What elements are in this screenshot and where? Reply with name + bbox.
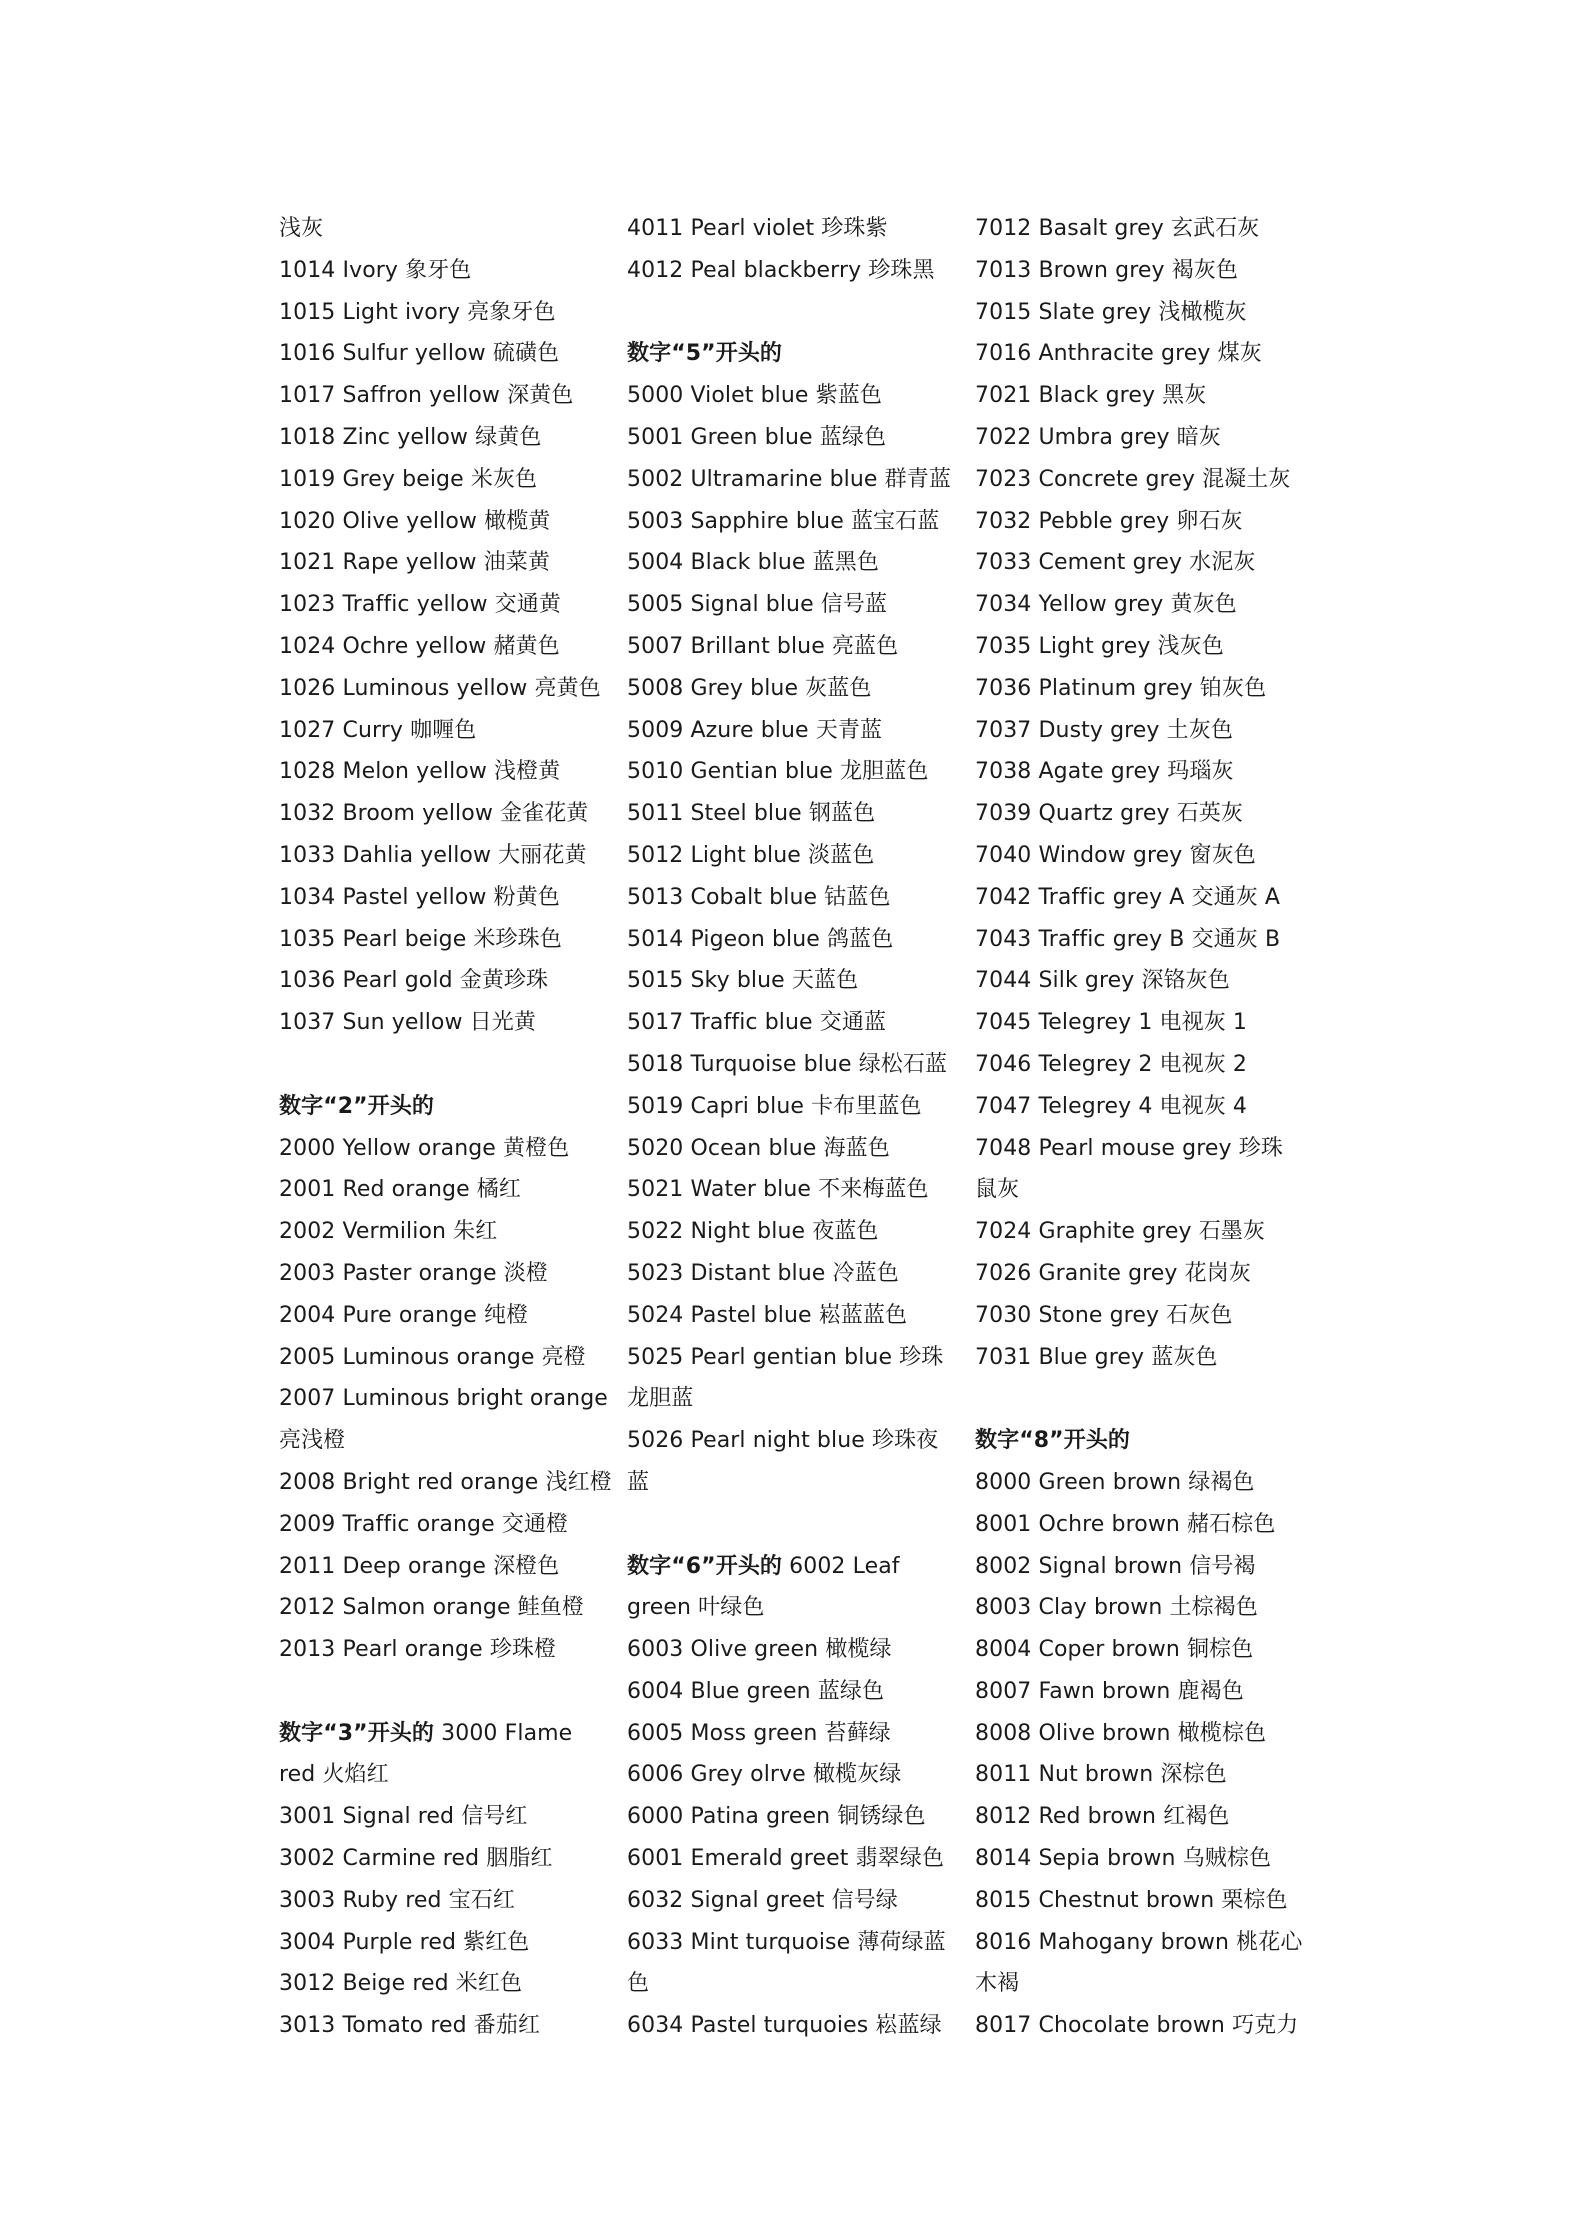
color-entry-line: 3004 Purple red 紫红色 xyxy=(279,1929,530,1955)
color-entry-line: 1024 Ochre yellow 赭黄色 xyxy=(279,633,560,659)
column-3 xyxy=(975,208,1320,2047)
color-entry-line: 7012 Basalt grey 玄武石灰 xyxy=(975,216,1260,241)
color-entry-line: 5012 Light blue 淡蓝色 xyxy=(627,842,875,868)
color-entry-line: 5002 Ultramarine blue 群青蓝 xyxy=(627,466,951,492)
color-entry-line: 5004 Black blue 蓝黑色 xyxy=(627,550,879,576)
color-entry-line: 2002 Vermilion 朱红 xyxy=(279,1219,498,1245)
section-heading-label: 数字“3”开头的 xyxy=(279,1720,435,1746)
color-entry-line: 5000 Violet blue 紫蓝色 xyxy=(627,383,882,409)
color-entry-line: 鼠灰 xyxy=(975,1177,1020,1203)
color-entry-line: 7037 Dusty grey 土灰色 xyxy=(975,717,1233,743)
color-entry-line: 7033 Cement grey 水泥灰 xyxy=(975,550,1256,576)
color-entry-line: 5023 Distant blue 冷蓝色 xyxy=(627,1260,899,1286)
color-entry-line: 8002 Signal brown 信号褐 xyxy=(975,1553,1256,1579)
color-entry-line: 5024 Pastel blue 崧蓝蓝色 xyxy=(627,1302,908,1328)
column-1 xyxy=(279,208,619,2047)
color-entry-line: 7013 Brown grey 褐灰色 xyxy=(975,257,1238,283)
color-entry-line: 蓝 xyxy=(627,1469,650,1495)
color-entry-line: 2009 Traffic orange 交通橙 xyxy=(279,1511,569,1537)
color-entry-line: 3002 Carmine red 胭脂红 xyxy=(279,1846,553,1872)
color-entry-line: 6000 Patina green 铜锈绿色 xyxy=(627,1804,926,1830)
section-heading xyxy=(627,333,967,375)
color-entry-line: 7023 Concrete grey 混凝土灰 xyxy=(975,466,1291,492)
color-entry-line: 5007 Brillant blue 亮蓝色 xyxy=(627,633,899,659)
color-entry-line: 5017 Traffic blue 交通蓝 xyxy=(627,1010,887,1036)
color-entry-line: 4011 Pearl violet 珍珠紫 xyxy=(627,216,888,241)
color-entry-line: 7035 Light grey 浅灰色 xyxy=(975,633,1224,659)
column-2 xyxy=(627,208,967,2047)
color-entry-line: 7040 Window grey 窗灰色 xyxy=(975,842,1256,868)
color-entry-line: 8014 Sepia brown 乌贼棕色 xyxy=(975,1846,1272,1872)
color-entry-line: 7030 Stone grey 石灰色 xyxy=(975,1302,1233,1328)
section-heading-label: 数字“2”开头的 xyxy=(279,1093,435,1119)
color-entry-line: 7036 Platinum grey 铂灰色 xyxy=(975,675,1267,701)
section-heading-continuation: 3000 Flame xyxy=(434,1720,573,1746)
color-entry-line: 1014 Ivory 象牙色 xyxy=(279,257,472,283)
color-entry-line: 1019 Grey beige 米灰色 xyxy=(279,466,538,492)
color-entry-line: 7038 Agate grey 玛瑙灰 xyxy=(975,759,1234,785)
color-entry-line: 5010 Gentian blue 龙胆蓝色 xyxy=(627,759,929,785)
color-entry-line: 2011 Deep orange 深橙色 xyxy=(279,1553,560,1579)
color-entry-line: 5013 Cobalt blue 钴蓝色 xyxy=(627,884,891,910)
color-entry-line: 7021 Black grey 黑灰 xyxy=(975,383,1207,409)
color-entry-line: 5009 Azure blue 天青蓝 xyxy=(627,717,883,743)
color-entry-line: 亮浅橙 xyxy=(279,1428,346,1454)
color-entry-line: 6006 Grey olrve 橄榄灰绿 xyxy=(627,1762,902,1788)
section-heading-label: 数字“5”开头的 xyxy=(627,341,783,367)
color-entry-line: 8000 Green brown 绿褐色 xyxy=(975,1469,1255,1495)
color-entry-line: 2013 Pearl orange 珍珠橙 xyxy=(279,1637,557,1663)
color-entry-line: 5001 Green blue 蓝绿色 xyxy=(627,424,887,450)
color-entry-line: 木褐 xyxy=(975,1971,1020,1997)
color-entry-line: 5011 Steel blue 钢蓝色 xyxy=(627,801,876,827)
blank-line xyxy=(627,292,967,334)
color-entry-line: 3013 Tomato red 番茄红 xyxy=(279,2013,541,2039)
color-entry-line: 1027 Curry 咖喱色 xyxy=(279,717,477,743)
color-entry-line: 5003 Sapphire blue 蓝宝石蓝 xyxy=(627,508,940,534)
color-entry-line: 1032 Broom yellow 金雀花黄 xyxy=(279,801,589,827)
color-entry-line: 8015 Chestnut brown 栗棕色 xyxy=(975,1887,1288,1913)
color-entry-line: 3012 Beige red 米红色 xyxy=(279,1971,523,1997)
color-entry-line: 6032 Signal greet 信号绿 xyxy=(627,1887,898,1913)
color-entry-line: 6001 Emerald greet 翡翠绿色 xyxy=(627,1846,944,1872)
color-entry-line: 8011 Nut brown 深棕色 xyxy=(975,1762,1227,1788)
color-entry-line: 1021 Rape yellow 油菜黄 xyxy=(279,550,550,576)
color-entry-line: 1020 Olive yellow 橄榄黄 xyxy=(279,508,551,534)
color-entry-line: 7034 Yellow grey 黄灰色 xyxy=(975,592,1237,618)
color-entry-line: 7022 Umbra grey 暗灰 xyxy=(975,424,1221,450)
color-entry-line: 7046 Telegrey 2 电视灰 2 xyxy=(975,1051,1248,1077)
section-heading-continuation: 6002 Leaf xyxy=(782,1553,900,1579)
section-heading-label: 数字“8”开头的 xyxy=(975,1428,1131,1454)
color-entry-line: 2000 Yellow orange 黄橙色 xyxy=(279,1135,570,1161)
color-entry-line: 1018 Zinc yellow 绿黄色 xyxy=(279,424,542,450)
section-heading xyxy=(975,1420,1320,1462)
color-entry-line: 5019 Capri blue 卡布里蓝色 xyxy=(627,1093,922,1119)
color-entry-line: 5021 Water blue 不来梅蓝色 xyxy=(627,1177,929,1203)
color-entry-line: 8003 Clay brown 土棕褐色 xyxy=(975,1595,1258,1621)
color-entry-line: 色 xyxy=(627,1971,650,1997)
color-entry-line: 2007 Luminous bright orange xyxy=(279,1386,608,1412)
color-entry-line: 8016 Mahogany brown 桃花心 xyxy=(975,1929,1303,1955)
color-entry-line: 2005 Luminous orange 亮橙 xyxy=(279,1344,586,1370)
color-entry-line: 2008 Bright red orange 浅红橙 xyxy=(279,1469,612,1495)
color-entry-line: 5022 Night blue 夜蓝色 xyxy=(627,1219,879,1245)
color-entry-line: 7047 Telegrey 4 电视灰 4 xyxy=(975,1093,1248,1119)
section-heading xyxy=(279,1086,619,1128)
section-heading xyxy=(627,1546,967,1588)
color-entry-line: 5015 Sky blue 天蓝色 xyxy=(627,968,859,994)
color-entry-line: 2001 Red orange 橘红 xyxy=(279,1177,521,1203)
color-entry-line: 6004 Blue green 蓝绿色 xyxy=(627,1678,885,1704)
color-entry-line: 8007 Fawn brown 鹿褐色 xyxy=(975,1678,1244,1704)
color-entry-line: 1037 Sun yellow 日光黄 xyxy=(279,1010,536,1036)
color-entry-line: 1015 Light ivory 亮象牙色 xyxy=(279,299,556,325)
color-entry-line: 1017 Saffron yellow 深黄色 xyxy=(279,383,574,409)
color-entry-line: 1023 Traffic yellow 交通黄 xyxy=(279,592,561,618)
color-entry-line: 7016 Anthracite grey 煤灰 xyxy=(975,341,1262,367)
color-entry-line: 8008 Olive brown 橄榄棕色 xyxy=(975,1720,1267,1746)
color-entry-line: 5018 Turquoise blue 绿松石蓝 xyxy=(627,1051,948,1077)
blank-line xyxy=(279,1044,619,1086)
color-entry-line: 浅灰 xyxy=(279,216,324,241)
color-entry-line: 5020 Ocean blue 海蓝色 xyxy=(627,1135,890,1161)
color-entry-line: 7043 Traffic grey B 交通灰 B xyxy=(975,926,1281,952)
color-entry-line: 2004 Pure orange 纯橙 xyxy=(279,1302,529,1328)
color-entry-line: 1036 Pearl gold 金黄珍珠 xyxy=(279,968,549,994)
color-entry-line: 7015 Slate grey 浅橄榄灰 xyxy=(975,299,1247,325)
section-heading xyxy=(279,1713,619,1755)
color-entry-line: 2012 Salmon orange 鲑鱼橙 xyxy=(279,1595,584,1621)
color-entry-line: 5014 Pigeon blue 鸽蓝色 xyxy=(627,926,894,952)
color-entry-line: 6005 Moss green 苔藓绿 xyxy=(627,1720,891,1746)
color-entry-line: 3003 Ruby red 宝石红 xyxy=(279,1887,515,1913)
color-entry-line: 5026 Pearl night blue 珍珠夜 xyxy=(627,1428,939,1454)
color-entry-line: 5025 Pearl gentian blue 珍珠 xyxy=(627,1344,944,1370)
color-entry-line: 8017 Chocolate brown 巧克力 xyxy=(975,2013,1299,2039)
color-entry-line: 1016 Sulfur yellow 硫磺色 xyxy=(279,341,560,367)
blank-line xyxy=(975,1378,1320,1420)
color-entry-line: 5005 Signal blue 信号蓝 xyxy=(627,592,888,618)
blank-line xyxy=(627,1504,967,1546)
color-entry-line: 7044 Silk grey 深铬灰色 xyxy=(975,968,1230,994)
color-entry-line: 6034 Pastel turquoies 崧蓝绿 xyxy=(627,2013,942,2039)
color-entry-line: 6003 Olive green 橄榄绿 xyxy=(627,1637,892,1663)
color-entry-line: 6033 Mint turquoise 薄荷绿蓝 xyxy=(627,1929,946,1955)
color-entry-line: 7045 Telegrey 1 电视灰 1 xyxy=(975,1010,1248,1036)
color-entry-line: 1026 Luminous yellow 亮黄色 xyxy=(279,675,601,701)
section-heading-label: 数字“6”开头的 xyxy=(627,1553,783,1579)
color-entry-line: 1035 Pearl beige 米珍珠色 xyxy=(279,926,562,952)
color-entry-line: 2003 Paster orange 淡橙 xyxy=(279,1260,548,1286)
color-entry-line: 8004 Coper brown 铜棕色 xyxy=(975,1637,1254,1663)
color-entry-line: 8012 Red brown 红褐色 xyxy=(975,1804,1230,1830)
color-entry-line: 1028 Melon yellow 浅橙黄 xyxy=(279,759,561,785)
blank-line xyxy=(279,1671,619,1713)
color-entry-line: 7042 Traffic grey A 交通灰 A xyxy=(975,884,1281,910)
color-entry-line: 龙胆蓝 xyxy=(627,1386,694,1412)
color-entry-line: 4012 Peal blackberry 珍珠黑 xyxy=(627,257,935,283)
color-entry-line: 1034 Pastel yellow 粉黄色 xyxy=(279,884,560,910)
color-entry-line: 5008 Grey blue 灰蓝色 xyxy=(627,675,872,701)
color-entry-line: red 火焰红 xyxy=(279,1762,389,1788)
color-entry-line: 7032 Pebble grey 卵石灰 xyxy=(975,508,1243,534)
color-entry-line: 7024 Graphite grey 石墨灰 xyxy=(975,1219,1266,1245)
color-entry-line: 7039 Quartz grey 石英灰 xyxy=(975,801,1244,827)
color-entry-line: 7048 Pearl mouse grey 珍珠 xyxy=(975,1135,1283,1161)
color-entry-line: 8001 Ochre brown 赭石棕色 xyxy=(975,1511,1276,1537)
color-entry-line: 7031 Blue grey 蓝灰色 xyxy=(975,1344,1218,1370)
color-entry-line: green 叶绿色 xyxy=(627,1595,765,1621)
color-entry-line: 7026 Granite grey 花岗灰 xyxy=(975,1260,1251,1286)
color-entry-line: 3001 Signal red 信号红 xyxy=(279,1804,528,1830)
color-entry-line: 1033 Dahlia yellow 大丽花黄 xyxy=(279,842,587,868)
